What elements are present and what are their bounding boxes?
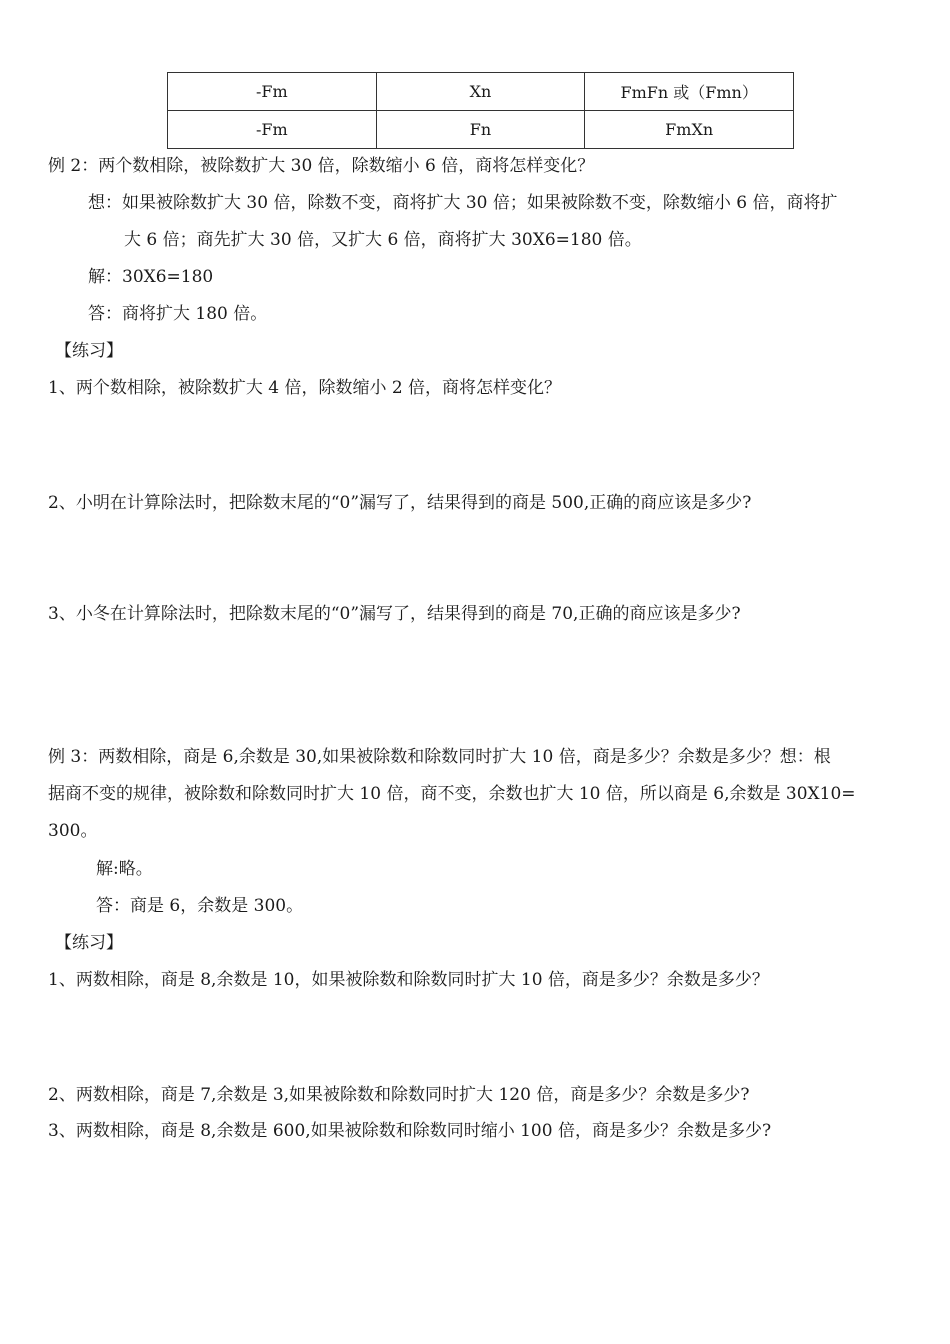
practice1-question-1: 1、两个数相除，被除数扩大 4 倍，除数缩小 2 倍，商将怎样变化？ xyxy=(48,378,562,398)
table-cell: FmXn xyxy=(585,111,794,149)
example2-solution: 解：30X6=180 xyxy=(88,267,214,287)
example3-line1: 例 3：两数相除，商是 6,余数是 30,如果被除数和除数同时扩大 10 倍，商是多少？余数是多少？想：根 xyxy=(48,747,831,767)
example3-line2: 据商不变的规律，被除数和除数同时扩大 10 倍，商不变，余数也扩大 10 倍，所以商是 6,余数是 30X10= xyxy=(48,784,856,804)
table-cell: -Fm xyxy=(168,111,377,149)
practice2-question-3: 3、两数相除，商是 8,余数是 600,如果被除数和除数同时缩小 100 倍，商是多少？余数是多少? xyxy=(48,1121,772,1141)
table-cell: FmFn 或（Fmn） xyxy=(585,73,794,111)
table-row xyxy=(168,73,794,111)
example3-answer: 答：商是 6，余数是 300。 xyxy=(96,896,304,916)
example3-line3: 300。 xyxy=(48,821,98,841)
practice1-question-3: 3、小冬在计算除法时，把除数末尾的“0”漏写了，结果得到的商是 70,正确的商应该是多少? xyxy=(48,604,741,624)
example2-think-line2: 大 6 倍；商先扩大 30 倍，又扩大 6 倍，商将扩大 30X6=180 倍。 xyxy=(124,230,642,250)
practice2-question-1: 1、两数相除，商是 8,余数是 10，如果被除数和除数同时扩大 10 倍，商是多少？余数是多少？ xyxy=(48,970,769,990)
example2-think-line1: 想：如果被除数扩大 30 倍，除数不变，商将扩大 30 倍；如果被除数不变，除数缩小 6 倍，商将扩 xyxy=(88,193,838,213)
practice2-question-2: 2、两数相除，商是 7,余数是 3,如果被除数和除数同时扩大 120 倍，商是多少？余数是多少? xyxy=(48,1085,750,1105)
practice1-question-2: 2、小明在计算除法时，把除数末尾的“0”漏写了，结果得到的商是 500,正确的商应该是多少? xyxy=(48,493,752,513)
practice1-header: 【练习】 xyxy=(55,341,123,361)
table-cell: Xn xyxy=(376,73,585,111)
operation-table xyxy=(167,72,794,149)
table-row xyxy=(168,111,794,149)
example3-solution: 解:略。 xyxy=(96,859,153,879)
table-cell: Fn xyxy=(376,111,585,149)
example2-problem: 例 2：两个数相除，被除数扩大 30 倍，除数缩小 6 倍，商将怎样变化？ xyxy=(48,156,595,176)
example2-answer: 答：商将扩大 180 倍。 xyxy=(88,304,268,324)
table-cell: -Fm xyxy=(168,73,377,111)
practice2-header: 【练习】 xyxy=(55,933,123,953)
